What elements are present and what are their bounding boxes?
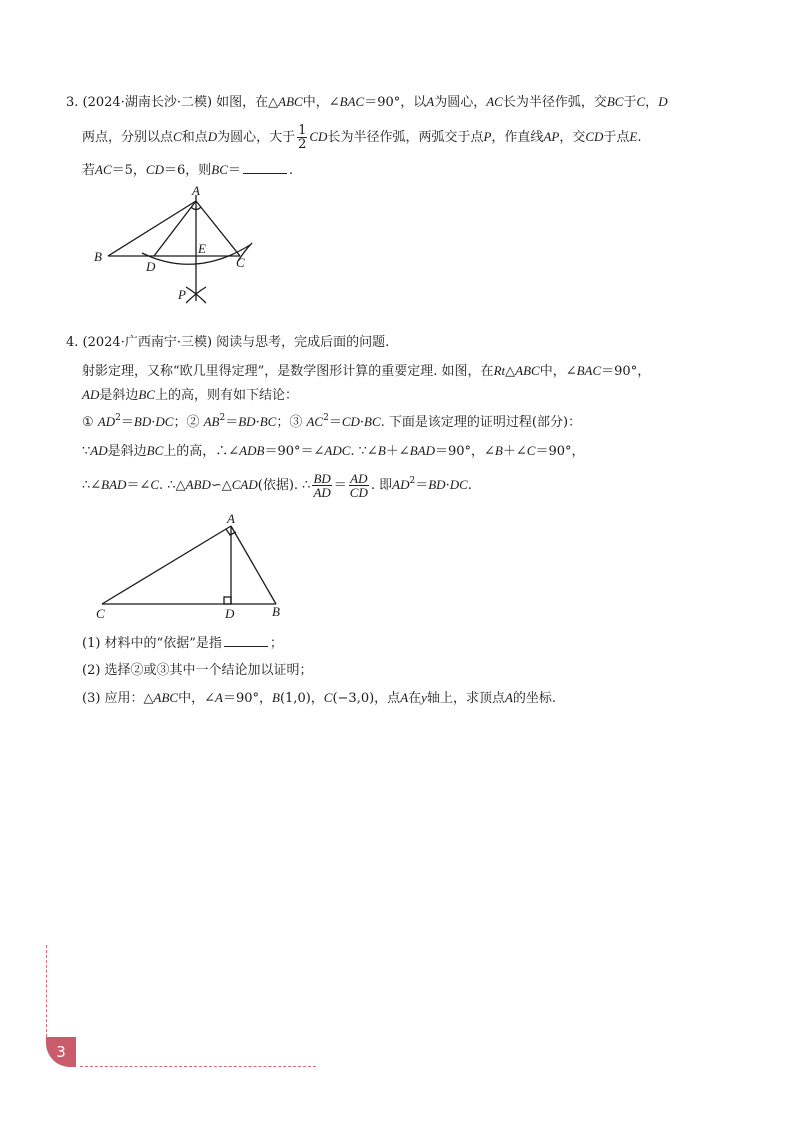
q4-segment-ca xyxy=(102,526,231,604)
q4-sub-1: (1) 材料中的“依据”是指 ； xyxy=(82,636,283,651)
q3-label-c: C xyxy=(236,255,245,270)
fraction-bd-ad: $\frac{BD}{AD}$ xyxy=(313,471,331,500)
q4-proof-1: ∵AD是斜边BC上的高，∴∠ADB＝90°＝∠ADC. ∵∠B＋∠BAD＝90°，∠B＋∠C＝90°， xyxy=(82,443,585,459)
q4-label-b: B xyxy=(272,604,280,619)
q4-figure xyxy=(90,508,295,623)
q4-sub-2: (2) 选择②或③其中一个结论加以证明； xyxy=(82,663,313,678)
half-fraction: $\frac{1}{2}$ xyxy=(298,123,307,152)
q4-proof-2: ∴∠BAD＝∠C. ∴△ABD∽△CAD(依据). ∴ $\frac{BD}{AD}$ ＝ $\frac{AD}{CD}$ . 即$AD^2=BD\cdot DC$. xyxy=(82,471,472,500)
q4-para-2: AD是斜边BC上的高，则有如下结论： xyxy=(82,387,298,403)
q3-label-b: B xyxy=(94,249,102,264)
q4-segment-ab xyxy=(231,526,276,604)
q4-sub-3: (3) 应用：△ABC中，∠A＝90°，B(1,0)，C(−3,0)，点A在y轴上，求顶点A的坐标. xyxy=(82,690,557,706)
q4-conclusions: ① $AD^2=BD\cdot DC$；② $AB^2=BD\cdot BC$；③ $AC^2=CD\cdot BC$. 下面是该定理的证明过程(部分)： xyxy=(82,413,582,430)
page-margin-dash-vertical xyxy=(46,945,47,1037)
q3-line-1: 3. (2024·湖南长沙·二模) 如图，在△ABC中，∠BAC＝90°，以A为圆心，AC长为半径作弧，交BC于C，D xyxy=(66,94,668,110)
fraction-ad-cd: $\frac{AD}{CD}$ xyxy=(349,471,368,500)
q4-right-angle-d xyxy=(224,597,231,604)
q3-label-a: A xyxy=(192,183,200,198)
q3-line-2: 两点，分别以点C和点D为圆心，大于 $\frac{1}{2}$ CD长为半径作弧，两弧交于点P，作直线AP，交CD于点E. xyxy=(82,123,642,152)
q3-segment-ad xyxy=(154,201,196,256)
q4-label-c: C xyxy=(96,606,105,621)
q3-label-p: P xyxy=(178,287,186,302)
q3-label-d: D xyxy=(146,259,156,274)
answer-blank-bc[interactable] xyxy=(243,161,287,174)
q3-segment-ab xyxy=(108,201,196,256)
q3-label-e: E xyxy=(198,241,206,256)
q4-label-d: D xyxy=(225,606,235,621)
q4-para-1: 射影定理，又称“欧几里得定理”，是数学图形计算的重要定理. 如图，在Rt△ABC中，∠BAC＝90°， xyxy=(82,363,651,379)
q4-title: 4. (2024·广西南宁·三模) 阅读与思考，完成后面的问题. xyxy=(66,335,390,350)
page-number-badge: 3 xyxy=(46,1037,76,1067)
q4-label-a: A xyxy=(227,511,235,526)
answer-blank-basis[interactable] xyxy=(224,634,268,647)
q3-figure xyxy=(90,183,260,308)
page-margin-dash-horizontal xyxy=(80,1066,316,1067)
q3-line-3: 若AC＝5，CD＝6，则BC＝ . xyxy=(82,162,294,178)
